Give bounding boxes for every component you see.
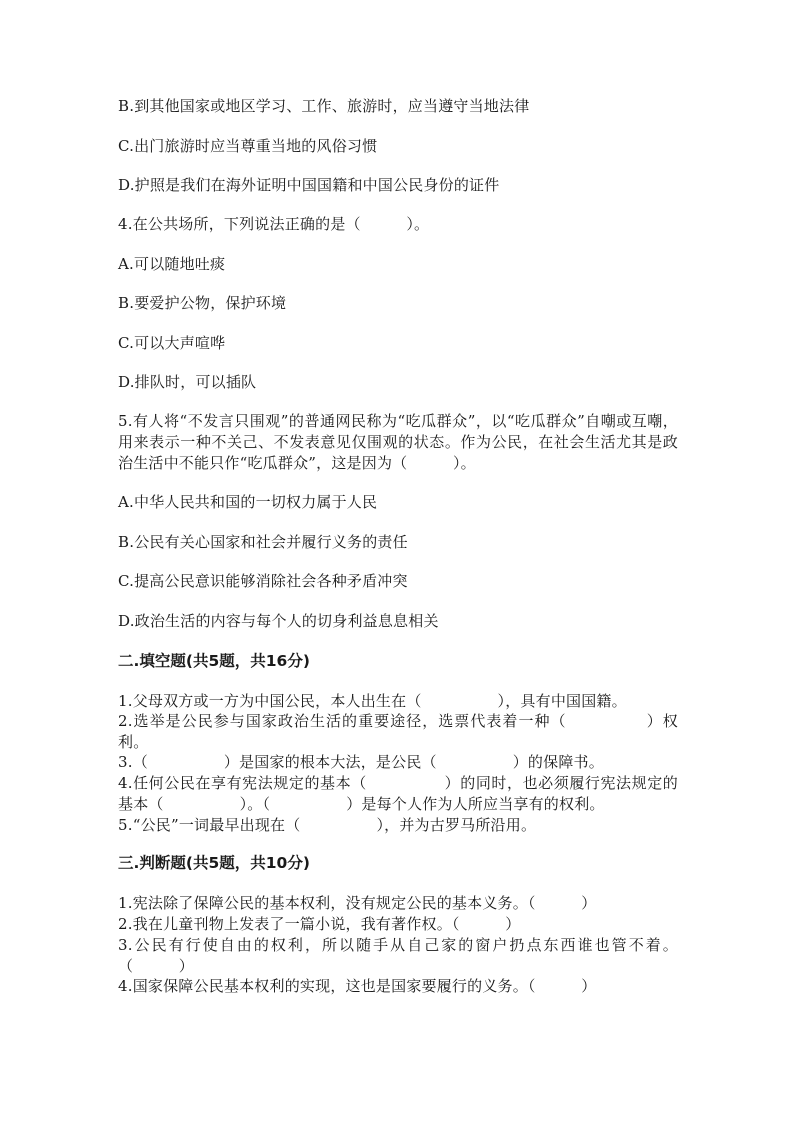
q3-option-c: C.出门旅游时应当尊重当地的风俗习惯 xyxy=(118,137,378,155)
q4-option-a: A.可以随地吐痰 xyxy=(118,255,226,273)
section-heading-true-false: 三.判断题(共5题，共10分) xyxy=(118,854,310,872)
q4-option-b: B.要爱护公物，保护环境 xyxy=(118,294,287,312)
section-heading-fill-blank: 二.填空题(共5题，共16分) xyxy=(118,652,310,670)
q4-stem: 4.在公共场所，下列说法正确的是（ ）。 xyxy=(118,215,430,233)
q5-option-c: C.提高公民意识能够消除社会各种矛盾冲突 xyxy=(118,572,408,590)
q3-option-d: D.护照是我们在海外证明中国国籍和中国公民身份的证件 xyxy=(118,176,500,194)
q4-option-d: D.排队时，可以插队 xyxy=(118,373,257,391)
q5-option-d: D.政治生活的内容与每个人的切身利益息息相关 xyxy=(118,612,439,630)
judge-item-4: 4.国家保障公民基本权利的实现，这也是国家要履行的义务。（ ） xyxy=(118,977,597,995)
q5-stem: 5.有人将“不发言只围观”的普通网民称为“吃瓜群众”，以“吃瓜群众”自嘲或互嘲，用来表示一种不关己、不发表意见仅围观的状态。作为公民，在社会生活尤其是政治生活中不能只作“吃瓜群众”，这是因为（ ）。 xyxy=(118,412,678,472)
judge-item-2: 2.我在儿童刊物上发表了一篇小说，我有著作权。（ ） xyxy=(118,915,521,933)
q5-option-a: A.中华人民共和国的一切权力属于人民 xyxy=(118,493,378,511)
fill-item-3: 3.（ ）是国家的根本大法，是公民（ ）的保障书。 xyxy=(118,753,604,771)
q4-option-c: C.可以大声喧哗 xyxy=(118,334,226,352)
q5-option-b: B.公民有关心国家和社会并履行义务的责任 xyxy=(118,533,408,551)
fill-item-5: 5.“公民”一词最早出现在（ ），并为古罗马所沿用。 xyxy=(118,816,537,834)
judge-item-1: 1.宪法除了保障公民的基本权利，没有规定公民的基本义务。（ ） xyxy=(118,894,597,912)
fill-item-2: 2.选举是公民参与国家政治生活的重要途径，选票代表着一种（ ）权利。 xyxy=(118,712,678,751)
fill-item-1: 1.父母双方或一方为中国公民，本人出生在（ ），具有中国国籍。 xyxy=(118,692,627,710)
judge-item-3: 3.公民有行使自由的权利，所以随手从自己家的窗户扔点东西谁也管不着。（ ） xyxy=(118,936,678,975)
fill-item-4: 4.任何公民在享有宪法规定的基本（ ）的同时，也必须履行宪法规定的基本（ ）。（ ）是每个人作为人所应当享有的权利。 xyxy=(118,774,678,813)
q3-option-b: B.到其他国家或地区学习、工作、旅游时，应当遵守当地法律 xyxy=(118,97,530,115)
